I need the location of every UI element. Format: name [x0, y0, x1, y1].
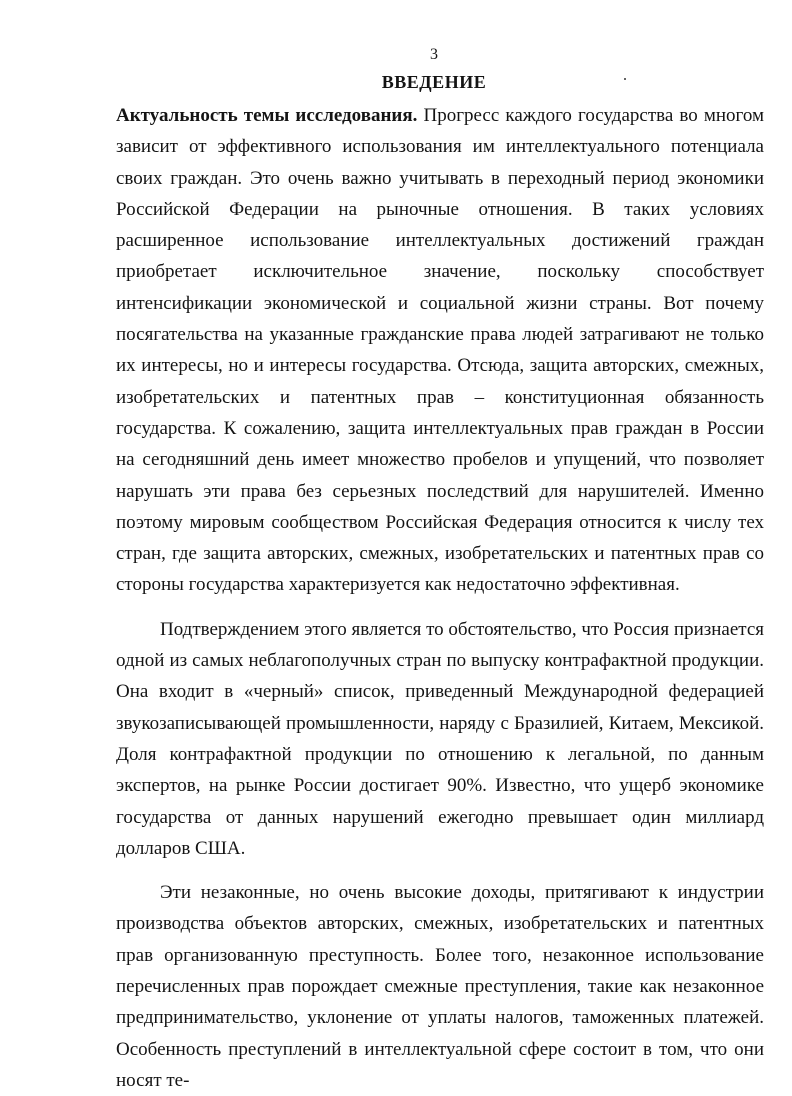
paragraph-relevance	[116, 100, 764, 601]
paragraph-text: Прогресс каждого государства во многом зависит от эффективного использования им интеллектуального потенциала своих граждан. Это очень важно учитывать в переходный период экономики Российской Федерации на рыночные отношения. В таких условиях расширенное использование интеллектуальных достижений граждан приобретает исключительное значение, поскольку способствует интенсификации экономической и социальной жизни страны. Вот почему посягательства на указанные гражданские права людей затрагивают не только их интересы, но и интересы государства. Отсюда, защита авторских, смежных, изобретательских и патентных прав – конституционная обязанность государства. К сожалению, защита интеллектуальных прав граждан в России на сегодняшний день имеет множество пробелов и упущений, что позволяет нарушать эти права без серьезных последствий для нарушителей. Именно поэтому мировым сообществом Российская Федерация относится к числу тех стран, где защита авторских, смежных, изобретательских и патентных прав со стороны государства характеризуется как недостаточно эффективная.	[116, 105, 765, 596]
paragraph-lead: Актуальность темы исследования.	[116, 105, 418, 126]
page-number: 3	[430, 46, 438, 63]
paragraph-confirmation: Подтверждением этого является то обстоятельство, что Россия признается одной из самых неблагополучных стран по выпуску контрафактной продукции. Она входит в «черный» список, приведенный Международной федерацией звукозаписывающей промышленности, наряду с Бразилией, Китаем, Мексикой. Доля контрафактной продукции по отношению к легальной, по данным экспертов, на рынке России достигает 90%. Известно, что ущерб экономике государства от данных нарушений ежегодно превышает один миллиард долларов США.	[116, 618, 764, 859]
paragraph-crime: Эти незаконные, но очень высокие доходы, притягивают к индустрии производства объектов авторских, смежных, изобретательских и патентных прав организованную преступность. Более того, незаконное использование перечисленных прав порождает смежные преступления, такие как незаконное предпринимательство, уклонение от уплаты налогов, таможенных платежей. Особенность преступлений в интеллектуальной сфере состоит в том, что они носят те-	[116, 882, 764, 1091]
body-text	[116, 100, 764, 1096]
page-title: ВВЕДЕНИЕ	[381, 72, 487, 92]
